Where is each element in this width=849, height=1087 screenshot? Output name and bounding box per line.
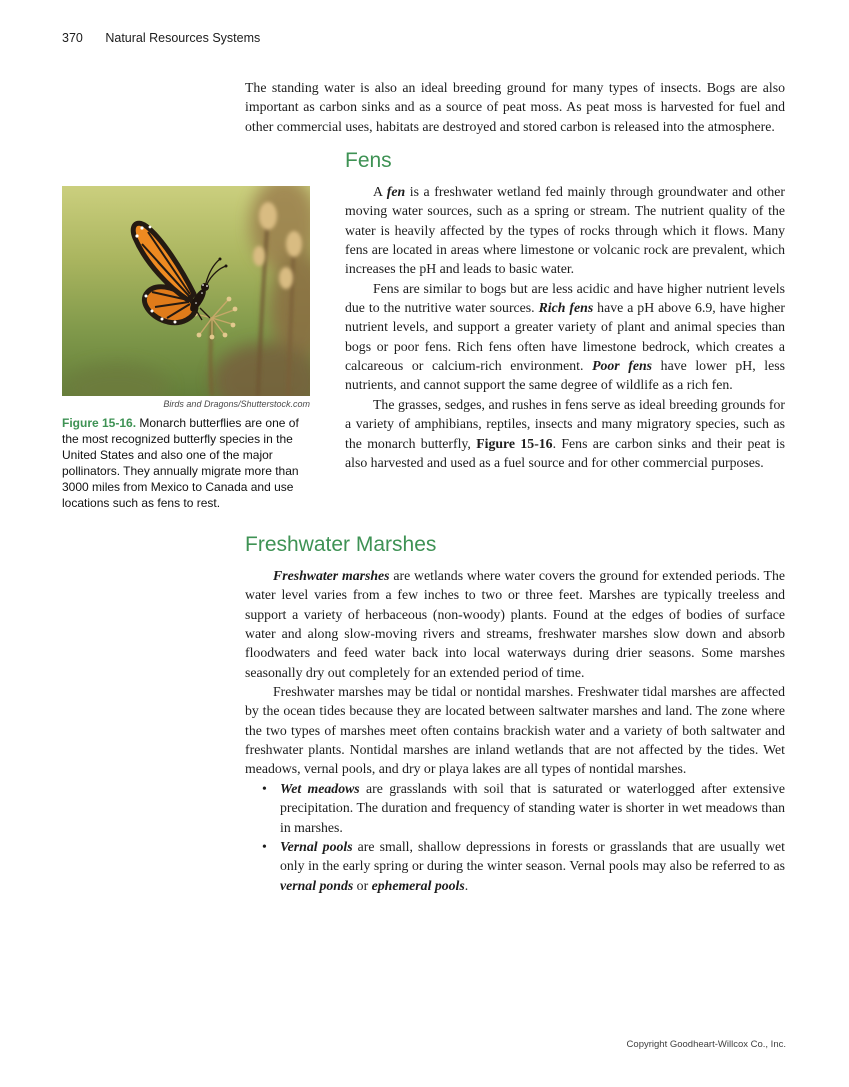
intro-paragraph: The standing water is also an ideal breeding ground for many types of insects. Bogs are also important as carbon sinks and as a source of peat moss. As peat moss is harvested for fuel and other commercial uses, habitats are destroyed and stored carbon is released into the atmosphere. [245,80,785,134]
marshes-paragraph-1: Freshwater marshes are wetlands where water covers the ground for extended periods. The water level varies from a few inches to two or three feet. Marshes are typically treeless and support a variety of herbaceous (non-woody) plants. Found at the edges of bodies of surface water and along slow-moving rivers and streams, freshwater marshes slow down and absorb floodwaters and feed water back into local waterways during drier seasons. Some marshes seasonally dry out completely for an extended period of time. [245,568,785,680]
page-number: 370 [62,31,83,45]
freshwater-marshes-heading: Freshwater Marshes [245,533,437,557]
running-header [62,31,785,45]
fens-section [62,149,785,511]
photo-credit: Birds and Dragons/Shutterstock.com [163,399,310,410]
marshes-paragraph-2: Freshwater marshes may be tidal or nontidal marshes. Freshwater tidal marshes are affected by the ocean tides because they are located between saltwater marshes and land. The zone where the two types of marshes meet often contains brackish water and a variety of both saltwater and freshwater plants. Nontidal marshes are inland wetlands that are not affected by the tides. Wet meadows, vernal pools, and dry or playa lakes are all types of nontidal marshes. [245,684,785,777]
figure-caption [62,415,310,511]
freshwater-marshes-section [245,533,785,895]
list-item-wet-meadows: • Wet meadows are grasslands with soil that is saturated or waterlogged after extensive precipitation. The duration and frequency of standing water is shorter in wet meadows than in marshes. [245,779,785,837]
nontidal-marsh-types-list [245,779,785,895]
fens-text-column [345,149,785,511]
figure-label: Figure 15-16. [62,416,137,431]
copyright-footer: Copyright Goodheart-Willcox Co., Inc. [626,1039,786,1050]
figure-15-16 [62,186,310,511]
monarch-butterfly-photo [62,186,310,396]
figure-caption-text: Monarch butterflies are one of the most recognized butterfly species in the United States and also one of the major pollinators. They annually migrate more than 3000 miles from Mexico to Canada and use locations such as fens to rest. [62,416,299,511]
book-title: Natural Resources Systems [105,31,261,45]
list-item-vernal-pools: • Vernal pools are small, shallow depressions in forests or grasslands that are usually wet only in the early spring or during the winter season. Vernal pools may also be referred to as vernal ponds or ephemeral pools. [245,837,785,895]
fens-paragraph-1: A fen is a freshwater wetland fed mainly through groundwater and other moving water sources, such as a spring or stream. The nutrient quality of the water is heavily affected by the types of rocks through which it flows. Many fens are located in areas where limestone or volcanic rock are prevalent, which increases the pH and leads to basic water. [345,184,785,277]
fens-paragraph-2: Fens are similar to bogs but are less acidic and have higher nutrient levels due to the nutritive water sources. Rich fens have a pH above 6.9, have higher nutrient levels, and support a greater variety of plant and animal species than bogs or poor fens. Rich fens often have limestone bedrock, which creates a calcareous or calcium-rich environment. Poor fens have lower pH, less nutrients, and cannot support the same degree of wildlife as a rich fen. [345,280,786,393]
fens-paragraph-3: The grasses, sedges, and rushes in fens serve as ideal breeding grounds for a variety of amphibians, reptiles, insects and many migratory species, such as the monarch butterfly, Figure 15-16. Fens are carbon sinks and their peat is also harvested and used as a fuel source and for other commercial purposes. [345,396,785,470]
fens-heading: Fens [345,149,392,173]
